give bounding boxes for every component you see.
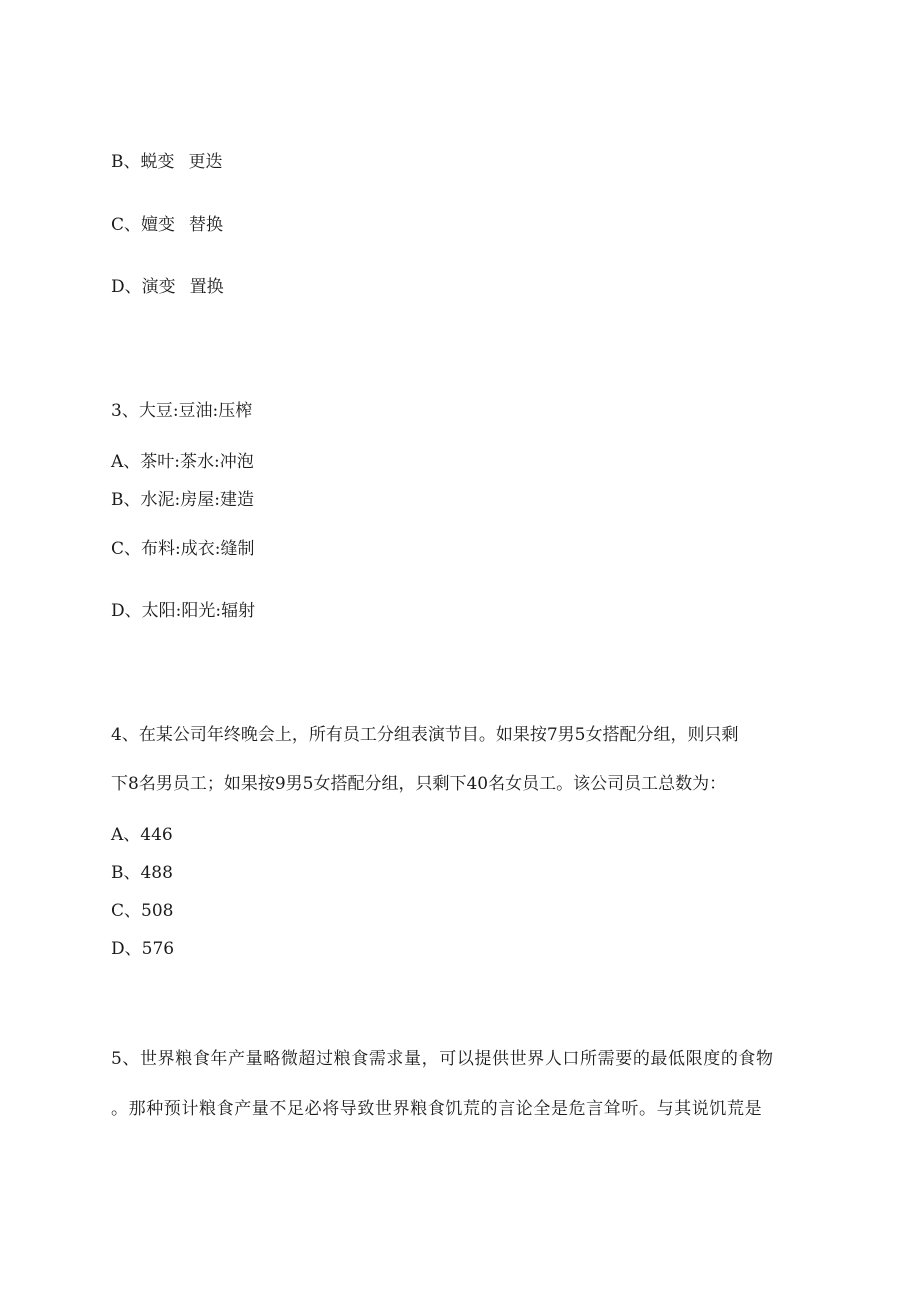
option-word-1: 蜕变 [140,152,175,172]
q4-stem-line-2: 下8名男员工；如果按9男5女搭配分组，只剩下40名女员工。该公司员工总数为： [111,774,727,794]
q2-option-d [111,275,224,299]
q4-option-b: B、488 [111,863,173,883]
q2-option-c [111,213,223,237]
q3-option-c: C、布料:成衣:缝制 [111,539,255,559]
q4-stem-cont [111,772,811,796]
option-label: B、 [111,152,141,172]
option-word-1: 嬗变 [141,215,176,235]
q4-stem [111,723,811,747]
q3-option-d: D、太阳:阳光:辐射 [111,601,256,621]
q3-option-a: A、茶叶:茶水:冲泡 [111,452,254,472]
option-word-2: 替换 [189,215,224,235]
q2-option-b [111,150,223,174]
q3-option-b: B、水泥:房屋:建造 [111,490,254,510]
option-word-2: 置换 [189,277,224,297]
q4-option-c: C、508 [111,901,174,921]
q5-stem-line-2: 。那种预计粮食产量不足必将导致世界粮食饥荒的言论全是危言耸听。与其说饥荒是 [111,1099,763,1119]
option-label: C、 [111,215,142,235]
q3-stem: 3、大豆:豆油:压榨 [111,401,253,421]
q5-stem-line-1: 5、世界粮食年产量略微超过粮食需求量，可以提供世界人口所需要的最低限度的食物 [111,1049,774,1069]
q5-stem-cont [111,1097,811,1121]
q5-stem [111,1047,811,1071]
q4-option-d: D、576 [111,939,175,959]
q4-option-a: A、446 [111,825,173,845]
option-word-2: 更迭 [188,152,223,172]
option-label: D、 [111,277,142,297]
option-word-1: 演变 [141,277,176,297]
q4-stem-line-1: 4、在某公司年终晚会上，所有员工分组表演节目。如果按7男5女搭配分组，则只剩 [111,725,739,745]
